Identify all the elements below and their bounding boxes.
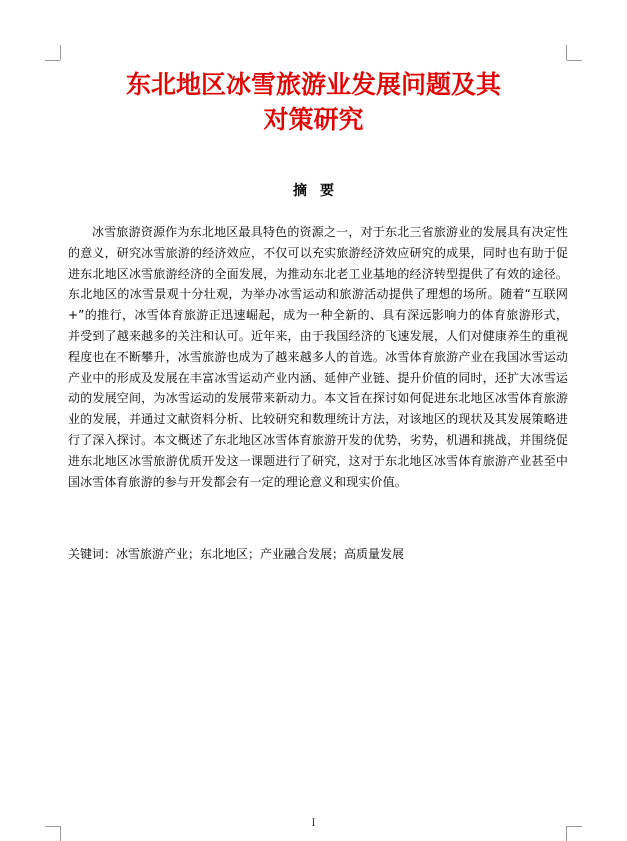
document-title-line2: 对策研究 — [263, 105, 364, 134]
crop-mark-top-right-v — [566, 45, 567, 60]
crop-mark-top-right-h — [567, 60, 582, 61]
keywords-line: 关键词：冰雪旅游产业；东北地区；产业融合发展；高质量发展 — [68, 547, 405, 561]
page-number: I — [311, 818, 316, 829]
crop-mark-top-left-v — [60, 45, 61, 60]
document-title-line1: 东北地区冰雪旅游业发展问题及其 — [125, 70, 501, 99]
abstract-heading: 摘要 — [293, 183, 347, 199]
abstract-paragraph: 冰雪旅游资源作为东北地区最具特色的资源之一，对于东北三省旅游业的发展具有决定性的意义，研究冰雪旅游的经济效应，不仅可以充实旅游经济效应研究的成果，同时也有助于促进东北地区冰雪旅游经济的全面发展，为推动东北老工业基地的经济转型提供了有效的途径。东北地区的冰雪景观十分壮观，为举办冰雪运动和旅游活动提供了理想的场所。随着“互联网+”的推行，冰雪体育旅游正迅速崛起，成为一种全新的、具有深远影响力的体育旅游形式，并受到了越来越多的关注和认可。近年来，由于我国经济的飞速发展，人们对健康养生的重视程度也在不断攀升，冰雪旅游也成为了越来越多人的首选。冰雪体育旅游产业在我国冰雪运动产业中的形成及发展在丰富冰雪运动产业内涵、延伸产业链、提升价值的同时，还扩大冰雪运动的发展空间，为冰雪运动的发展带来新动力。本文旨在探讨如何促进东北地区冰雪体育旅游业的发展，并通过文献资料分析、比较研究和数理统计方法，对该地区的现状及其发展策略进行了深入探讨。本文概述了东北地区冰雪体育旅游开发的优势，劣势，机遇和挑战，并围绕促进东北地区冰雪旅游优质开发这一课题进行了研究，这对于东北地区冰雪体育旅游产业甚至中国冰雪体育旅游的参与开发都会有一定的理论意义和现实价值。 — [68, 225, 568, 489]
crop-mark-top-left-h — [45, 60, 60, 61]
